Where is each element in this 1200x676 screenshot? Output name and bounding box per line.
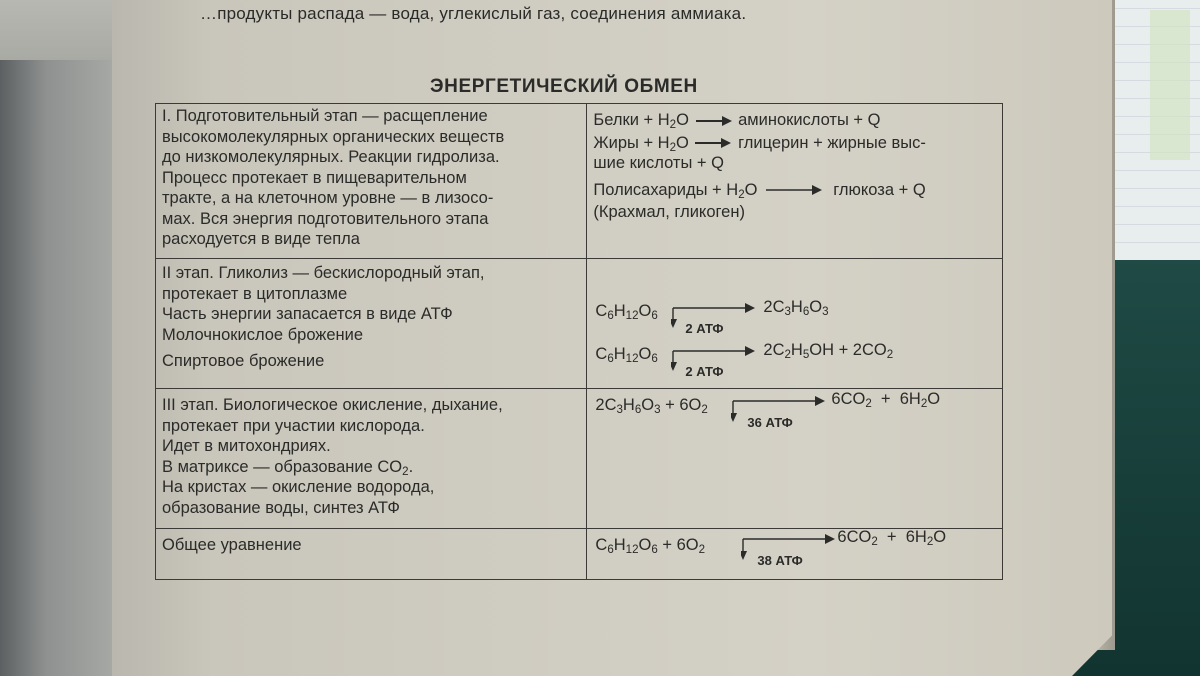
stage-description-cell	[156, 389, 587, 529]
text-line: I. Подготовительный этап — расщепление	[162, 107, 488, 125]
reaction-rhs: $6CO_2 + 6H_2O$	[837, 528, 947, 548]
equations-cell	[587, 259, 1003, 389]
polysaccharides-note: (Крахмал, гликоген)	[593, 203, 745, 221]
equation-polysaccharides: Полисахариды + $H_2O$ глюкоза + Q	[593, 180, 926, 201]
equations-cell	[587, 104, 1003, 259]
reaction-arrow-icon	[693, 137, 733, 149]
background-green-sheet	[1150, 10, 1190, 160]
energy-metabolism-table	[155, 103, 1003, 580]
lactic-fermentation-reaction	[593, 297, 996, 341]
overall-reaction	[593, 528, 996, 575]
reaction-rhs: $2C_3H_6O_3$	[763, 298, 829, 318]
reaction-lhs: $C_6H_{12}O_6 + 6O_2$	[595, 536, 706, 556]
atp-label: 2 АТФ	[685, 364, 724, 379]
table-row	[156, 529, 1003, 580]
stage-description-cell	[156, 259, 587, 389]
atp-label: 2 АТФ	[685, 321, 724, 336]
text-line: Процесс протекает в пищеварительном	[162, 168, 467, 187]
equation-proteins: Белки + $H_2O$ аминокислоты + Q	[593, 111, 881, 131]
atp-label: 36 АТФ	[747, 415, 793, 430]
reaction-lhs: $C_6H_{12}O_6$	[595, 345, 658, 365]
text-line: расходуется в виде тепла	[162, 230, 360, 248]
alcoholic-fermentation-reaction	[593, 340, 996, 384]
stage-description-cell	[156, 529, 587, 580]
background-surface-left	[0, 0, 115, 676]
reaction-arrow-icon	[694, 115, 734, 127]
text-line: Идет в митохондриях.	[162, 437, 331, 455]
stage-description-cell	[156, 104, 587, 259]
text-line: Часть энергии запасается в виде АТФ	[162, 305, 453, 323]
table-row	[156, 259, 1003, 389]
text-line: Общее уравнение	[162, 536, 302, 554]
equation-fats-continued: шие кислоты + Q	[593, 154, 724, 172]
reaction-rhs: $2C_2H_5OH + 2CO_2$	[763, 341, 894, 361]
reaction-lhs: $2C_3H_6O_3 + 6O_2$	[595, 396, 708, 416]
text-line: высокомолекулярных органических веществ	[162, 127, 505, 146]
text-line: тракте, а на клеточном уровне — в лизосо-	[162, 189, 494, 207]
reaction-lhs: $C_6H_{12}O_6$	[595, 302, 658, 322]
equation-fats: Жиры + $H_2O$ глицерин + жирные выс-	[593, 133, 926, 154]
text-line: мах. Вся энергия подготовительного этапа	[162, 209, 489, 228]
table-row	[156, 104, 1003, 259]
text-line-co2: В матриксе — образование $CO_2$.	[162, 457, 414, 478]
atp-label: 38 АТФ	[757, 553, 803, 568]
text-line: II этап. Гликолиз — бескислородный этап,	[162, 264, 485, 282]
text-line: образование воды, синтез АТФ	[162, 498, 400, 517]
text-line: протекает при участии кислорода.	[162, 416, 425, 435]
reaction-rhs: $6CO_2 + 6H_2O$	[831, 390, 941, 410]
top-text-line: …продукты распада — вода, углекислый газ, соединения аммиака.	[200, 4, 747, 23]
equations-cell	[587, 529, 1003, 580]
text-line: III этап. Биологическое окисление, дыхание,	[162, 396, 503, 414]
text-line: Молочнокислое брожение	[162, 325, 364, 344]
text-line: протекает в цитоплазме	[162, 284, 348, 303]
table-row	[156, 389, 1003, 529]
text-line: до низкомолекулярных. Реакции гидролиза.	[162, 148, 500, 166]
equations-cell	[587, 389, 1003, 529]
section-heading: ЭНЕРГЕТИЧЕСКИЙ ОБМЕН	[430, 76, 698, 97]
aerobic-oxidation-reaction	[593, 390, 996, 437]
text-line: Спиртовое брожение	[162, 352, 325, 370]
text-line: На кристах — окисление водорода,	[162, 478, 435, 496]
reaction-arrow-icon	[762, 184, 824, 196]
